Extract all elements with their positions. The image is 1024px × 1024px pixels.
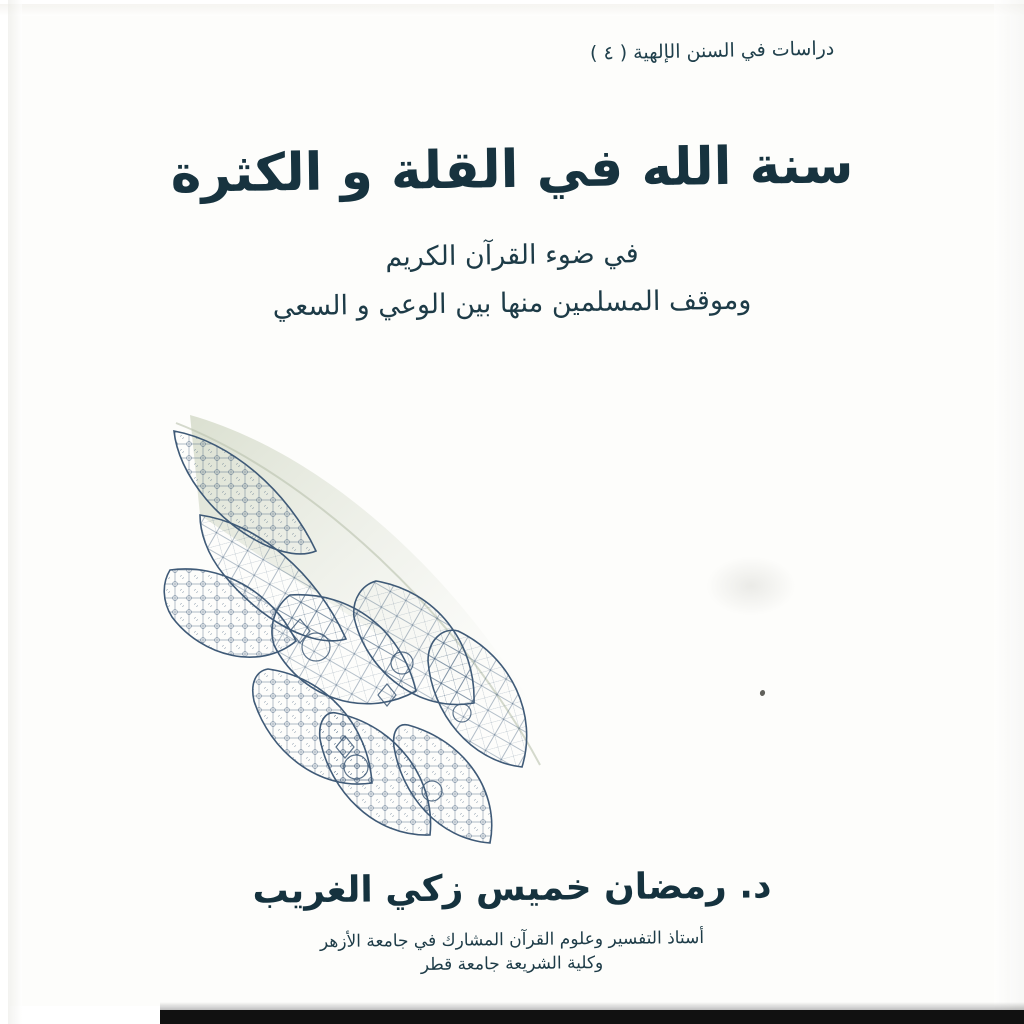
author-name: د. رمضان خميس زكي الغريب	[252, 865, 772, 912]
author-affiliation-line-2: وكلية الشريعة جامعة قطر	[420, 953, 604, 975]
author-affiliation-line-1: أستاذ التفسير وعلوم القرآن المشارك في جامعة الأزهر	[319, 927, 705, 953]
book-main-title: سنة الله في القلة و الكثرة	[170, 135, 854, 205]
series-line: دراسات في السنن الإلهية ( ٤ )	[589, 37, 835, 65]
book-subtitle-second-line: وموقف المسلمين منها بين الوعي و السعي	[272, 284, 752, 323]
scan-edge-top	[0, 4, 1024, 16]
cover-bottom-band	[160, 1010, 1024, 1024]
cover-bottom-shadow	[160, 1002, 1024, 1010]
book-subtitle-first-line: في ضوء القرآن الكريم	[385, 238, 639, 273]
scan-smudge	[706, 556, 796, 616]
islamic-floral-ornament-icon	[140, 395, 600, 855]
